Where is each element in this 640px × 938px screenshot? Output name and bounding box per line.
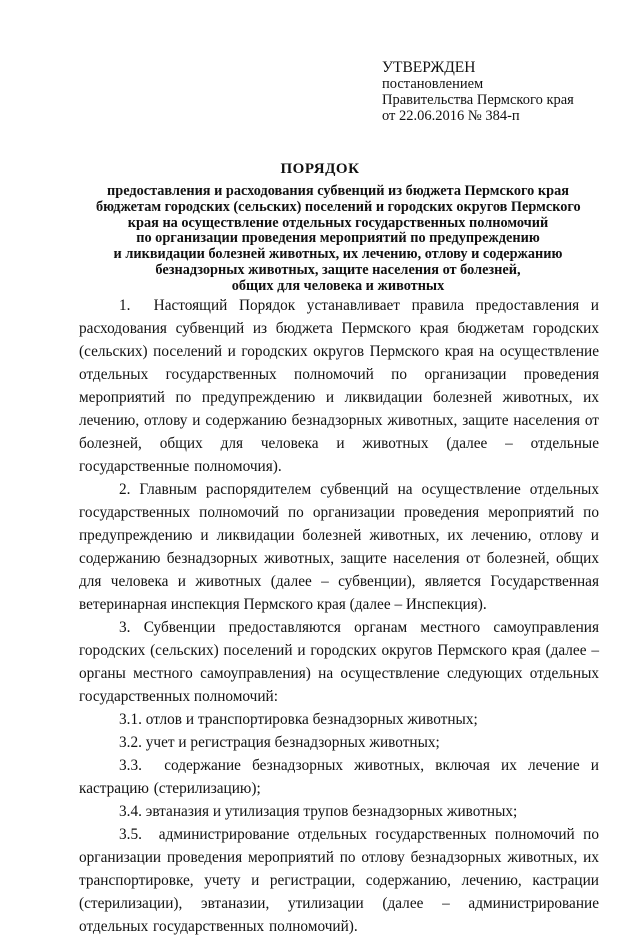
subtitle-line: по организации проведения мероприятий по предупреждению [136,230,540,247]
document-body [79,294,599,938]
approval-line-date-number: от 22.06.2016 № 384-п [382,108,520,124]
approval-heading: УТВЕРЖДЕН [382,59,476,76]
paragraph-2: 2. Главным распорядителем субвенций на осуществление отдельных государственных полномочий по организации проведения мероприятий по предупреждению и ликвидации болезней животных, их лечению, отлову и содержанию безнадзорных животных, защите населения от болезней, общих для человека и животных (далее – субвенции), является Государственная ветеринарная инспекция Пермского края (далее – Инспекция). [79,481,599,613]
approval-line-government: Правительства Пермского края [382,92,574,108]
subtitle-line: края на осуществление отдельных государственных полномочий [127,214,549,231]
subtitle-line: общих для человека и животных [231,277,445,294]
paragraph-3-4: 3.4. эвтаназия и утилизация трупов безнадзорных животных; [119,803,518,820]
subtitle-line: и ликвидации болезней животных, их лечению, отлову и содержанию [113,246,563,263]
paragraph-3-1: 3.1. отлов и транспортировка безнадзорных животных; [119,711,478,728]
paragraph-3-3: 3.3. содержание безнадзорных животных, включая их лечение и кастрацию (стерилизацию); [79,757,599,797]
approval-stamp [382,60,574,124]
approval-line-decree: постановлением [382,76,484,92]
paragraph-3-2: 3.2. учет и регистрация безнадзорных животных; [119,734,440,751]
document-subtitle [96,184,580,295]
paragraph-3-5: 3.5. администрирование отдельных государственных полномочий по организации проведения мероприятий по отлову безнадзорных животных, их транспортировке, учету и регистрации, содержанию, лечению, кастрации (стерилизации), эвтаназии, утилизации (далее – администрирование отдельных государственных полномочий). [79,826,599,935]
subtitle-line: безнадзорных животных, защите населения от болезней, [155,261,521,278]
subtitle-line: бюджетам городских (сельских) поселений и городских округов Пермского [96,198,581,215]
document-title: ПОРЯДОК [280,161,360,177]
subtitle-line: предоставления и расходования субвенций из бюджета Пермского края [107,183,569,199]
paragraph-1: 1. Настоящий Порядок устанавливает правила предоставления и расходования субвенций из бюджета Пермского края бюджетам городских (сельских) поселений и городских округов Пермского края на осуществление отдельных государственных полномочий по организации проведения мероприятий по предупреждению и ликвидации болезней животных, их лечению, отлову и содержанию безнадзорных животных, защите населения от болезней, общих для человека и животных (далее – отдельные государственные полномочия). [79,297,599,475]
paragraph-3: 3. Субвенции предоставляются органам местного самоуправления городских (сельских) поселений и городских округов Пермского края (далее – органы местного самоуправления) на осуществление следующих отдельных государственных полномочий: [79,619,599,705]
